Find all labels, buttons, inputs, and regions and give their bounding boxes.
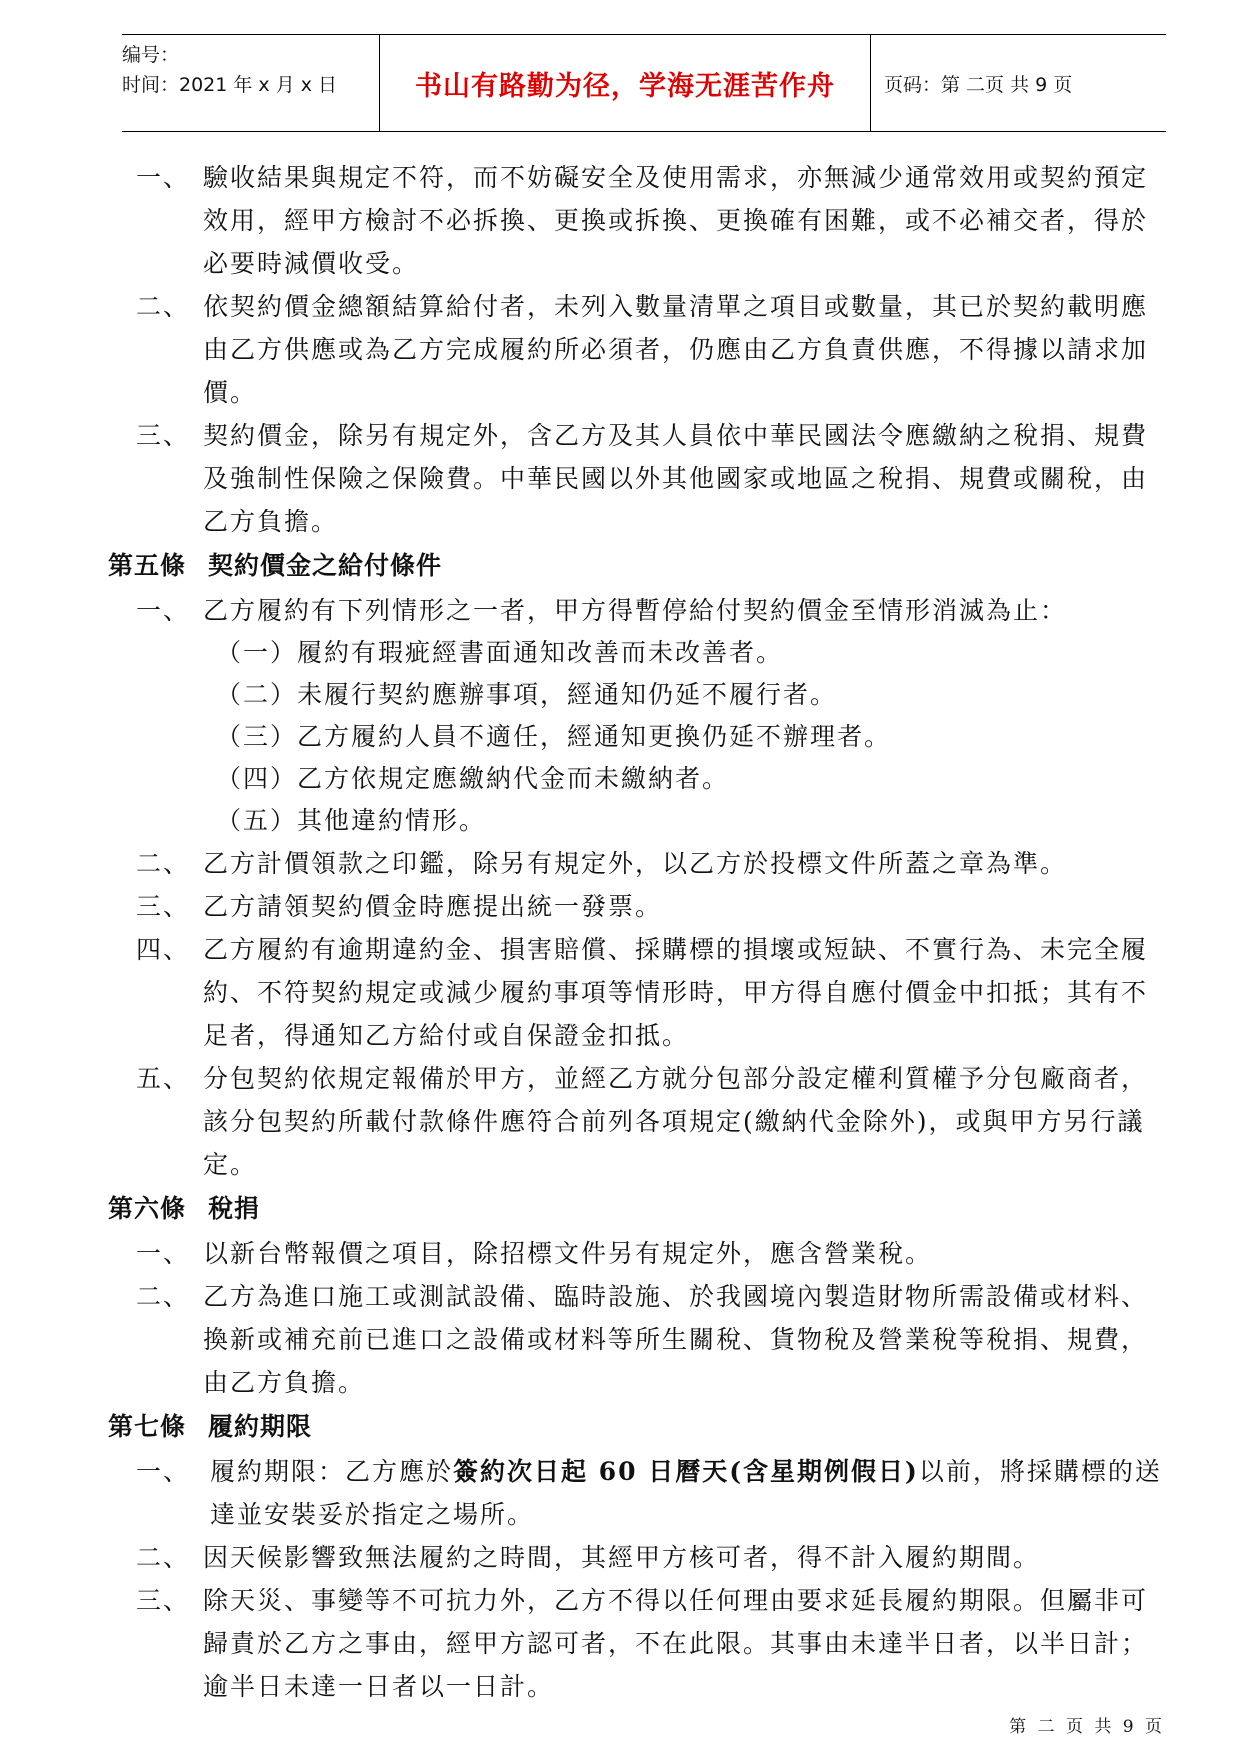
art7-item-2: 二、 因天候影響致無法履約之時間，其經甲方核可者，得不計入履約期間。: [136, 1543, 1041, 1572]
article-5-heading: 第五條 契約價金之給付條件: [108, 551, 443, 580]
page-indicator: 页码：第 二页 共 9 页: [884, 73, 1073, 96]
art4-item-2: 二、 依契約價金總額結算給付者，未列入數量清單之項目或數量，其已於契約載明應由乙方供應或為乙方完成履約所必須者，仍應由乙方負責供應，不得據以請求加價。: [136, 292, 1149, 407]
art5-sub-4: （四）乙方依規定應繳納代金而未繳納者。: [216, 764, 730, 793]
article-7-heading: 第七條 履約期限: [108, 1412, 313, 1441]
art7-item-1: 一、 履約期限：乙方應於簽約次日起 60 日曆天(含星期例假日)以前，將採購標的送達並安裝妥於指定之場所。: [136, 1457, 1162, 1529]
art6-item-2: 二、 乙方為進口施工或測試設備、臨時設施、於我國境內製造財物所需設備或材料、換新或補充前已進口之設備或材料等所生關稅、貨物稅及營業稅等稅捐、規費，由乙方負擔。: [136, 1282, 1149, 1397]
art5-sub-5: （五）其他違約情形。: [216, 806, 487, 835]
page-footer: 第 二 页 共 9 页: [1009, 1717, 1165, 1737]
art5-item-4: 四、 乙方履約有逾期違約金、損害賠償、採購標的損壞或短缺、不實行為、未完全履約、不符契約規定或減少履約事項等情形時，甲方得自應付價金中扣抵；其有不足者，得通知乙方給付或自保證金扣抵。: [136, 935, 1149, 1050]
number-label: 编号：: [122, 44, 180, 66]
article-6-heading: 第六條 稅捐: [108, 1194, 261, 1223]
art5-item-1: 一、 乙方履約有下列情形之一者，甲方得暫停給付契約價金至情形消滅為止：: [136, 596, 1068, 625]
motto: 书山有路勤为径，学海无涯苦作舟: [380, 35, 871, 131]
art6-item-1: 一、 以新台幣報價之項目，除招標文件另有規定外，應含營業稅。: [136, 1239, 933, 1268]
art5-sub-2: （二）未履行契約應辦事項，經通知仍延不履行者。: [216, 680, 838, 709]
page-header: [122, 34, 1166, 132]
art5-sub-3: （三）乙方履約人員不適任，經通知更換仍延不辦理者。: [216, 722, 892, 751]
time-label: 时间：2021 年 x 月 x 日: [122, 74, 338, 96]
art5-item-3: 三、 乙方請領契約價金時應提出統一發票。: [136, 892, 663, 921]
art4-item-1: 一、 驗收結果與規定不符，而不妨礙安全及使用需求，亦無減少通常效用或契約預定效用，經甲方檢討不必拆換、更換或拆換、更換確有困難，或不必補交者，得於必要時減價收受。: [136, 163, 1149, 278]
art5-item-2: 二、 乙方計價領款之印鑑，除另有規定外，以乙方於投標文件所蓋之章為準。: [136, 849, 1068, 878]
art5-item-5: 五、 分包契約依規定報備於甲方，並經乙方就分包部分設定權利質權予分包廠商者，該分包契約所載付款條件應符合前列各項規定(繳納代金除外)，或與甲方另行議定。: [136, 1064, 1149, 1179]
art7-item-3: 三、 除天災、事變等不可抗力外，乙方不得以任何理由要求延長履約期限。但屬非可歸責於乙方之事由，經甲方認可者，不在此限。其事由未達半日者，以半日計；逾半日未達一日者以一日計。: [136, 1586, 1149, 1701]
document-body: [108, 156, 1168, 1708]
art4-item-3: 三、 契約價金，除另有規定外，含乙方及其人員依中華民國法令應繳納之稅捐、規費及強制性保險之保險費。中華民國以外其他國家或地區之稅捐、規費或關稅，由乙方負擔。: [136, 421, 1149, 536]
header-left: [122, 35, 380, 131]
art5-sub-1: （一）履約有瑕疵經書面通知改善而未改善者。: [216, 638, 784, 667]
